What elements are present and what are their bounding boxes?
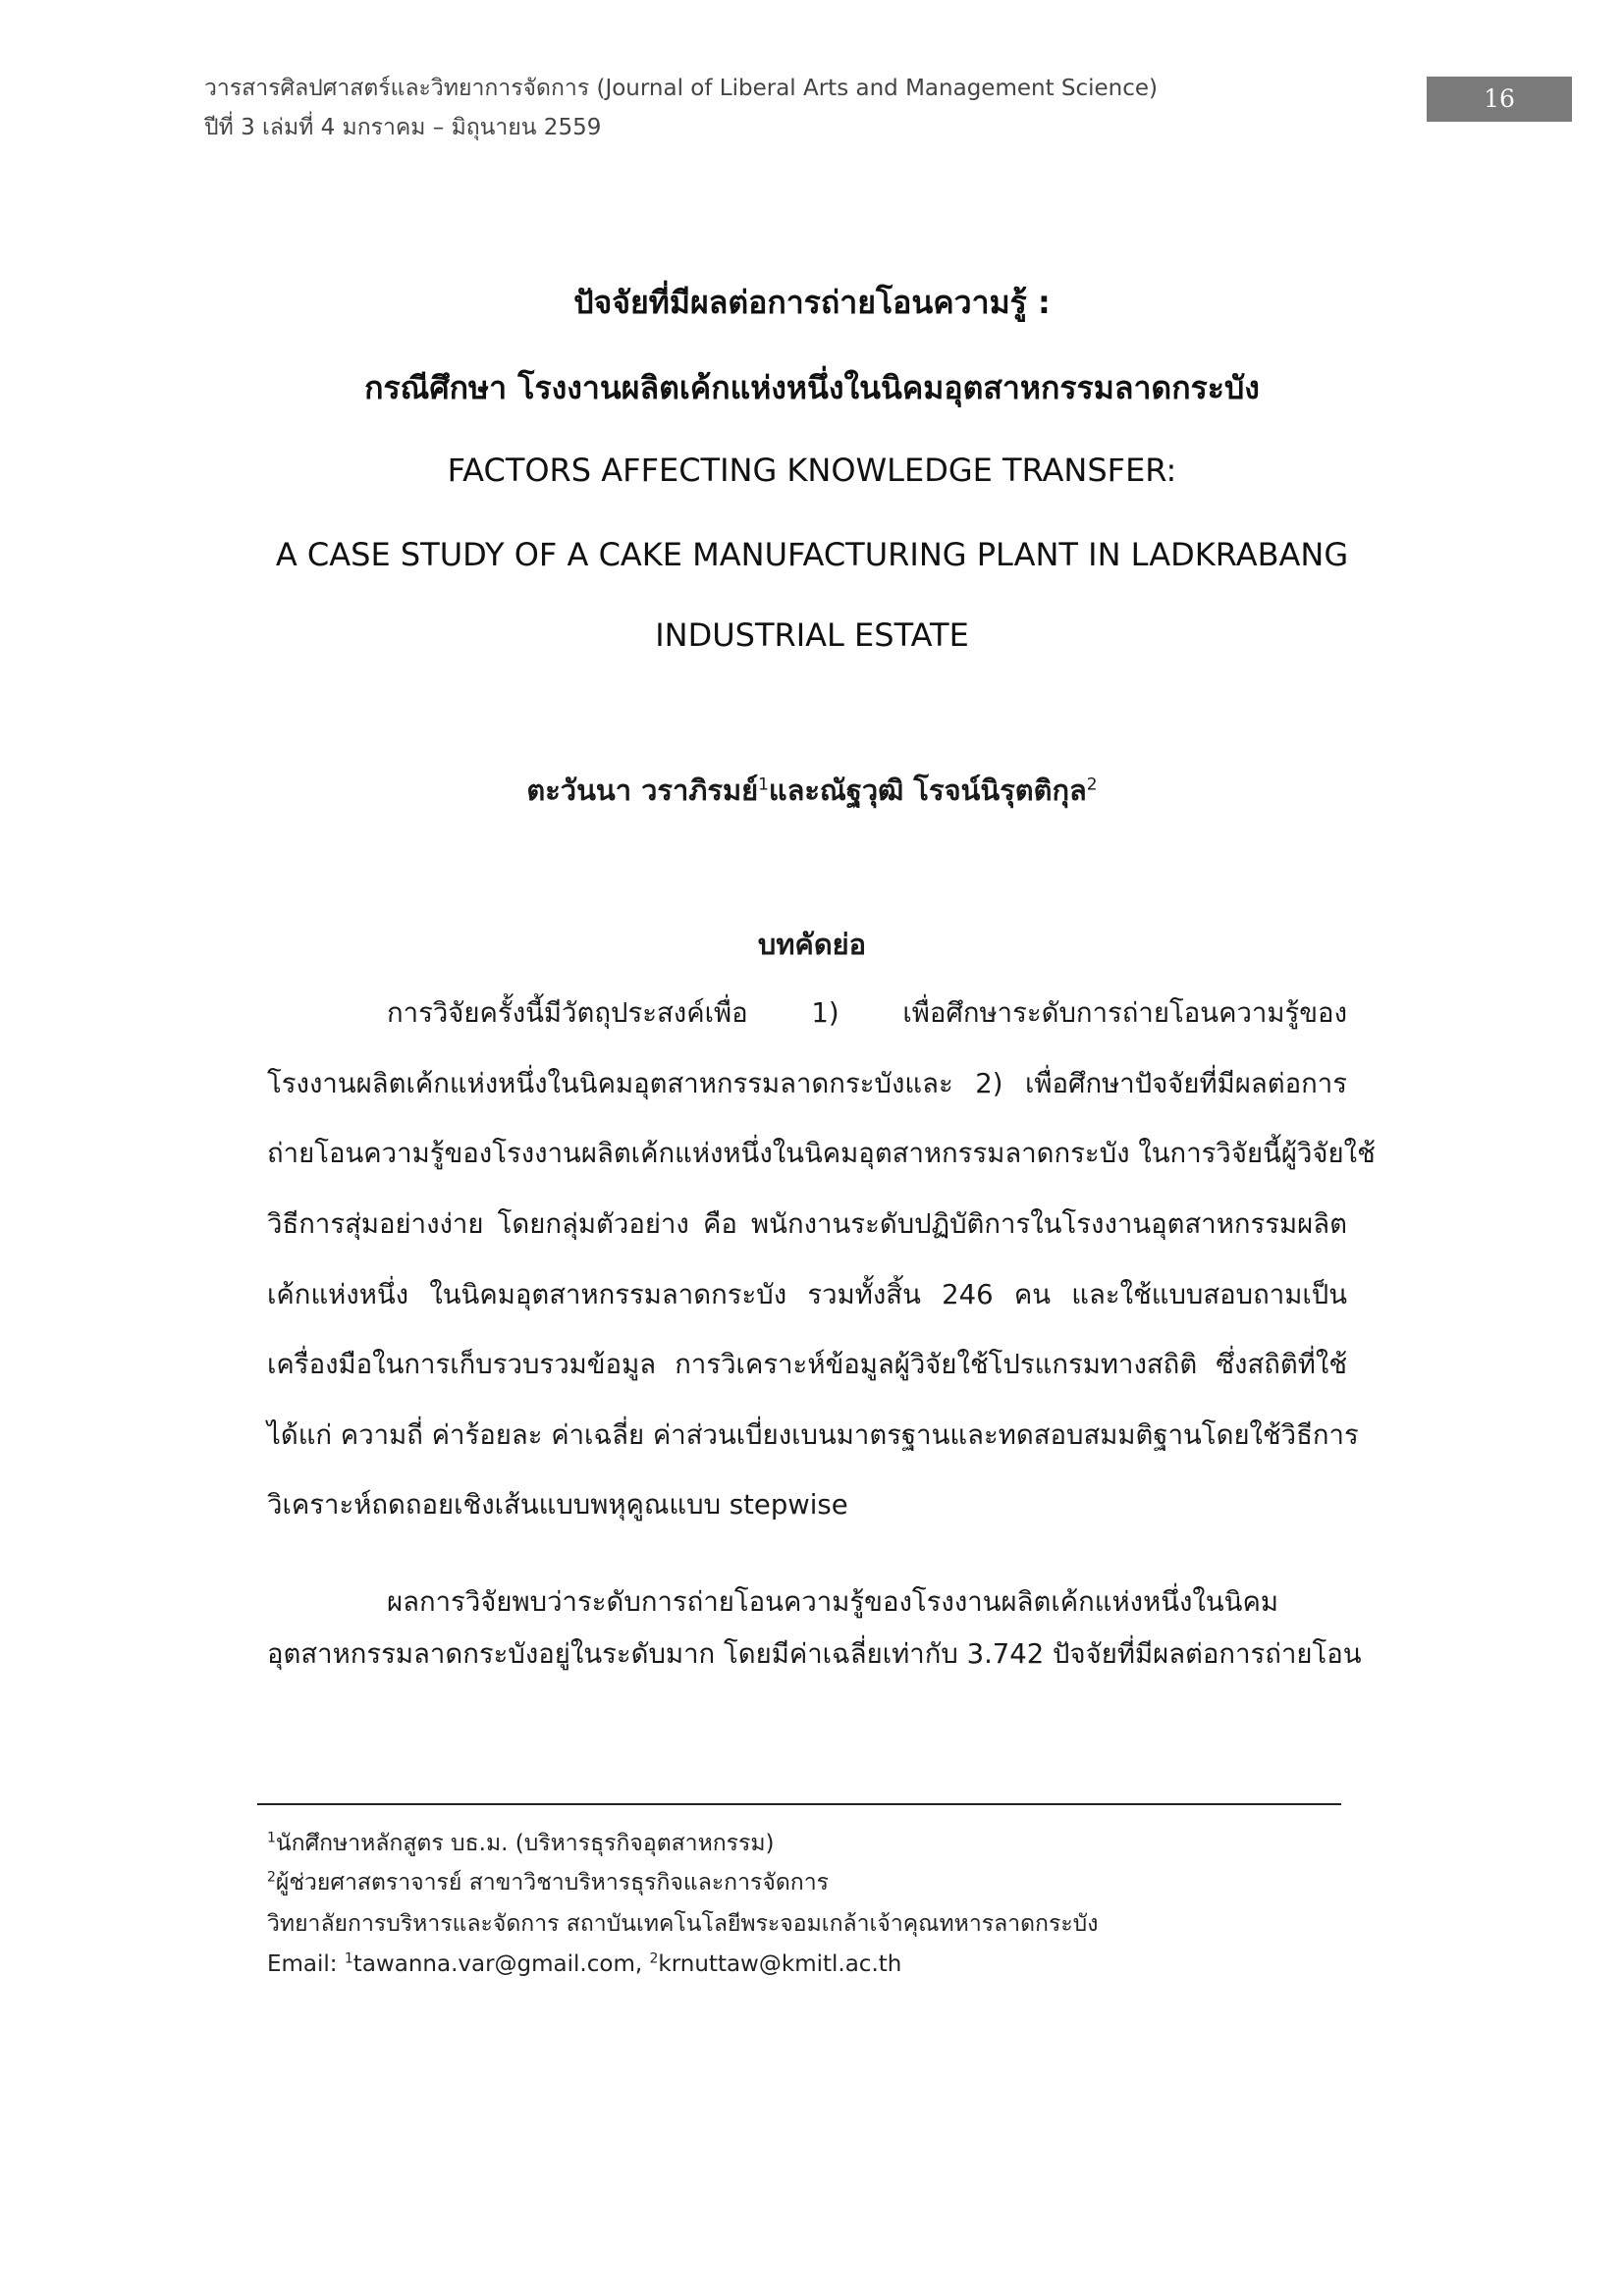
email-label: Email: [267, 1951, 345, 1977]
title-thai-line-2: กรณีศึกษา โรงงานผลิตเค้กแห่งหนึ่งในนิคมอุตสาหกรรมลาดกระบัง [364, 369, 1260, 406]
title-english-line-2: A CASE STUDY OF A CAKE MANUFACTURING PLANT IN LADKRABANG [275, 536, 1349, 573]
footnote-divider [257, 1803, 1341, 1805]
issue-header: ปีที่ 3 เล่มที่ 4 มกราคม – มิถุนายน 2559 [204, 115, 602, 140]
author-1-marker: 1 [758, 774, 769, 795]
author-2-name: และณัฐวุฒิ โรจน์นิรุตติกุล [768, 774, 1087, 807]
author-1-name: ตะวันนา วราภิรมย์ [526, 774, 759, 807]
abstract-p2-line-2: อุตสาหกรรมลาดกระบังอยู่ในระดับมาก โดยมีค่าเฉลี่ยเท่ากับ 3.742 ปัจจัยที่มีผลต่อการถ่ายโอน [267, 1638, 1362, 1670]
abstract-heading: บทคัดย่อ [757, 928, 867, 961]
footnote-2-marker: 2 [267, 1869, 276, 1886]
abstract-p1-line-6: เครื่องมือในการเก็บรวบรวมข้อมูล การวิเคราะห์ข้อมูลผู้วิจัยใช้โปรแกรมทางสถิติ ซึ่งสถิติที่ใช้ [267, 1349, 1347, 1380]
abstract-p1-line-5: เค้กแห่งหนึ่ง ในนิคมอุตสาหกรรมลาดกระบัง รวมทั้งสิ้น 246 คน และใช้แบบสอบถามเป็น [267, 1279, 1347, 1310]
email-1-marker: 1 [344, 1950, 353, 1967]
footnote-2-text: ผู้ช่วยศาสตราจารย์ สาขาวิชาบริหารธุรกิจและการจัดการ [275, 1870, 829, 1896]
title-english-line-1: FACTORS AFFECTING KNOWLEDGE TRANSFER: [447, 452, 1177, 489]
footnote-1-text: นักศึกษาหลักสูตร บธ.ม. (บริหารธุรกิจอุตสาหกรรม) [275, 1831, 775, 1856]
abstract-p1-line-8: วิเคราะห์ถดถอยเชิงเส้นแบบพหุคูณแบบ stepwise [267, 1489, 848, 1521]
journal-header: วารสารศิลปศาสตร์และวิทยาการจัดการ (Journal of Liberal Arts and Management Science) [204, 76, 1159, 101]
abstract-p1-line-4: วิธีการสุ่มอย่างง่าย โดยกลุ่มตัวอย่าง คือ พนักงานระดับปฏิบัติการในโรงงานอุตสาหกรรมผลิต [267, 1208, 1347, 1240]
footnote-1-marker: 1 [267, 1830, 276, 1846]
abstract-p1-line-3: ถ่ายโอนความรู้ของโรงงานผลิตเค้กแห่งหนึ่งในนิคมอุตสาหกรรมลาดกระบัง ในการวิจัยนี้ผู้วิจัยใช้ [267, 1138, 1376, 1169]
footnote-email-line [267, 1949, 901, 1979]
footnote-1 [267, 1829, 775, 1858]
footnote-institution: วิทยาลัยการบริหารและจัดการ สถาบันเทคโนโลยีพระจอมเกล้าเจ้าคุณทหารลาดกระบัง [267, 1911, 1099, 1937]
abstract-p1-line-7: ได้แก่ ความถี่ ค่าร้อยละ ค่าเฉลี่ย ค่าส่วนเบี่ยงเบนมาตรฐานและทดสอบสมมติฐานโดยใช้วิธีการ [267, 1419, 1359, 1451]
title-english-line-3: INDUSTRIAL ESTATE [655, 616, 969, 654]
email-1-address[interactable]: tawanna.var@gmail.com, [352, 1951, 650, 1977]
page-number-badge: 16 [1427, 77, 1572, 122]
abstract-p1-line-1: การวิจัยครั้งนี้มีวัตถุประสงค์เพื่อ 1) เพื่อศึกษาระดับการถ่ายโอนความรู้ของ [387, 997, 1347, 1029]
author-2-marker: 2 [1086, 774, 1098, 795]
title-thai-line-1: ปัจจัยที่มีผลต่อการถ่ายโอนความรู้ : [573, 284, 1051, 321]
abstract-p2-line-1: ผลการวิจัยพบว่าระดับการถ่ายโอนความรู้ของโรงงานผลิตเค้กแห่งหนึ่งในนิคม [387, 1586, 1278, 1618]
author-line [196, 772, 1428, 809]
email-2-marker: 2 [649, 1950, 659, 1967]
footnote-2 [267, 1868, 829, 1897]
abstract-p1-line-2: โรงงานผลิตเค้กแห่งหนึ่งในนิคมอุตสาหกรรมลาดกระบังและ 2) เพื่อศึกษาปัจจัยที่มีผลต่อการ [267, 1068, 1347, 1099]
email-2-address[interactable]: krnuttaw@kmitl.ac.th [658, 1951, 902, 1977]
